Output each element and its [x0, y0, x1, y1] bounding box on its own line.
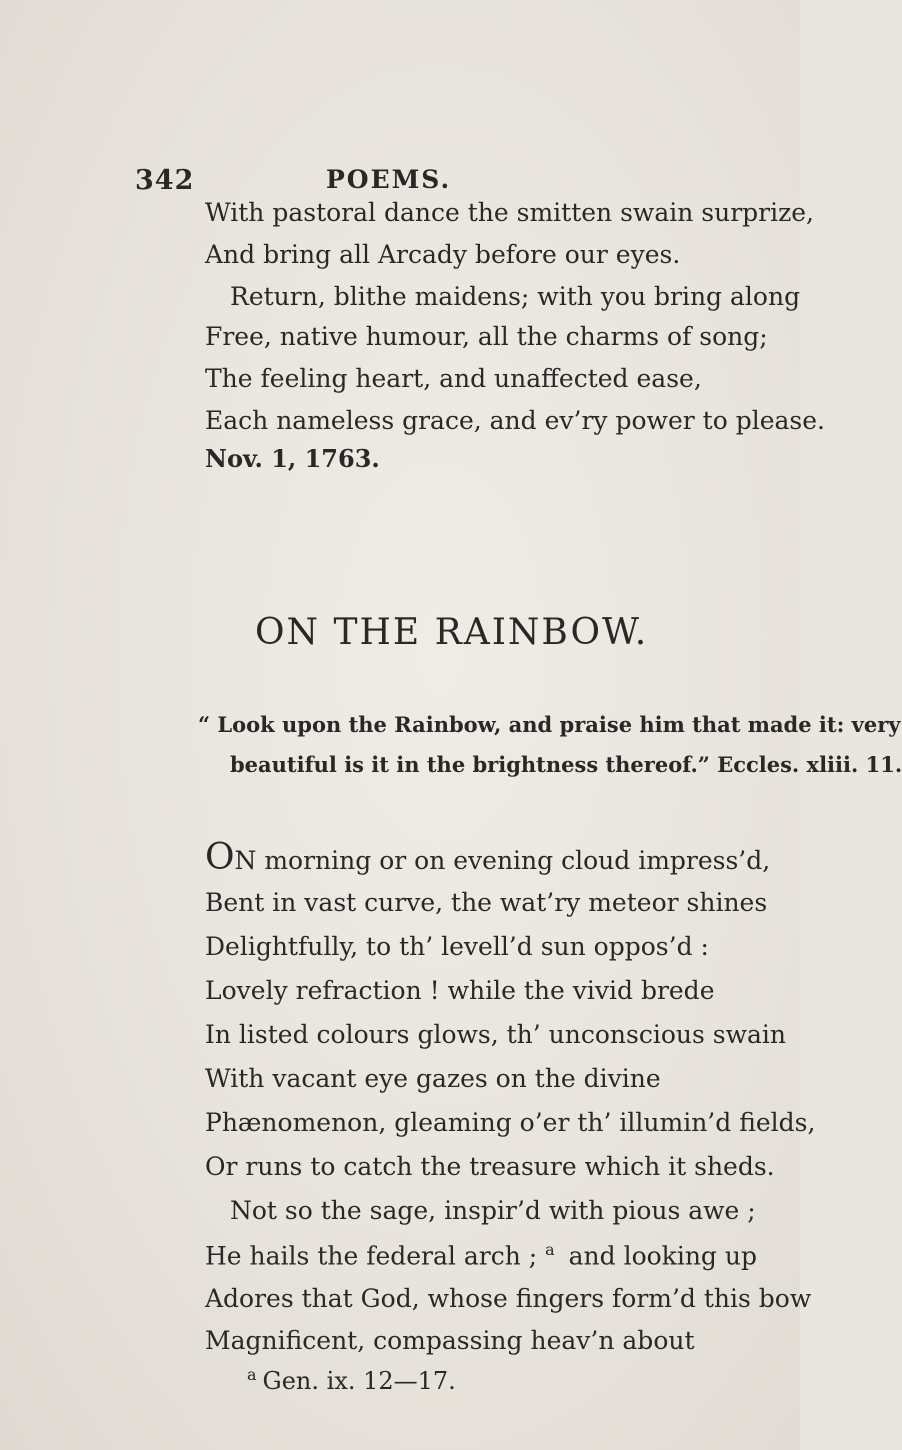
poem-title: ON THE RAINBOW.	[255, 612, 649, 653]
poem-line: Return, blithe maidens; with you bring along	[230, 282, 801, 311]
poem-line: Adores that God, whose fingers form’d this bow	[205, 1284, 812, 1313]
poem-line: Delightfully, to th’ levell’d sun oppos’d :	[205, 932, 709, 961]
footnote	[247, 1365, 456, 1395]
poem-line: Free, native humour, all the charms of song;	[205, 322, 768, 351]
poem-line: Not so the sage, inspir’d with pious awe ;	[230, 1196, 756, 1225]
footnote-text: Gen. ix. 12—17.	[262, 1367, 456, 1395]
footnote-marker: a	[545, 1240, 555, 1259]
poem-line: And bring all Arcady before our eyes.	[205, 240, 681, 269]
poem-line: The feeling heart, and unaffected ease,	[205, 364, 702, 393]
running-head: POEMS.	[326, 165, 452, 194]
epigraph-line: “ Look upon the Rainbow, and praise him that made it: very	[198, 712, 901, 737]
poem-line-first	[205, 837, 771, 878]
poem-date: Nov. 1, 1763.	[205, 444, 380, 473]
poem-line	[205, 1240, 757, 1270]
poem-line: With vacant eye gazes on the divine	[205, 1064, 661, 1093]
first-line-rest: N morning or on evening cloud impress’d,	[234, 846, 771, 875]
poem-line: Phænomenon, gleaming o’er th’ illumin’d fields,	[205, 1108, 816, 1137]
poem-line: With pastoral dance the smitten swain surprize,	[205, 198, 815, 227]
poem-line: Or runs to catch the treasure which it sheds.	[205, 1152, 775, 1181]
poem-line: In listed colours glows, th’ unconscious swain	[205, 1020, 787, 1049]
page-number: 342	[135, 165, 195, 196]
initial-letter: O	[205, 837, 235, 878]
poem-line: Each nameless grace, and ev’ry power to please.	[205, 406, 825, 435]
poem-line-start: He hails the federal arch ;	[205, 1241, 546, 1271]
poem-line-end: and looking up	[560, 1241, 757, 1271]
poem-line: Lovely refraction ! while the vivid brede	[205, 976, 715, 1005]
poem-line: Magnificent, compassing heav’n about	[205, 1326, 695, 1355]
poem-line: Bent in vast curve, the wat’ry meteor shines	[205, 888, 768, 917]
footnote-marker: a	[247, 1365, 257, 1384]
epigraph-line: beautiful is it in the brightness thereof.” Eccles. xliii. 11.	[230, 752, 902, 777]
